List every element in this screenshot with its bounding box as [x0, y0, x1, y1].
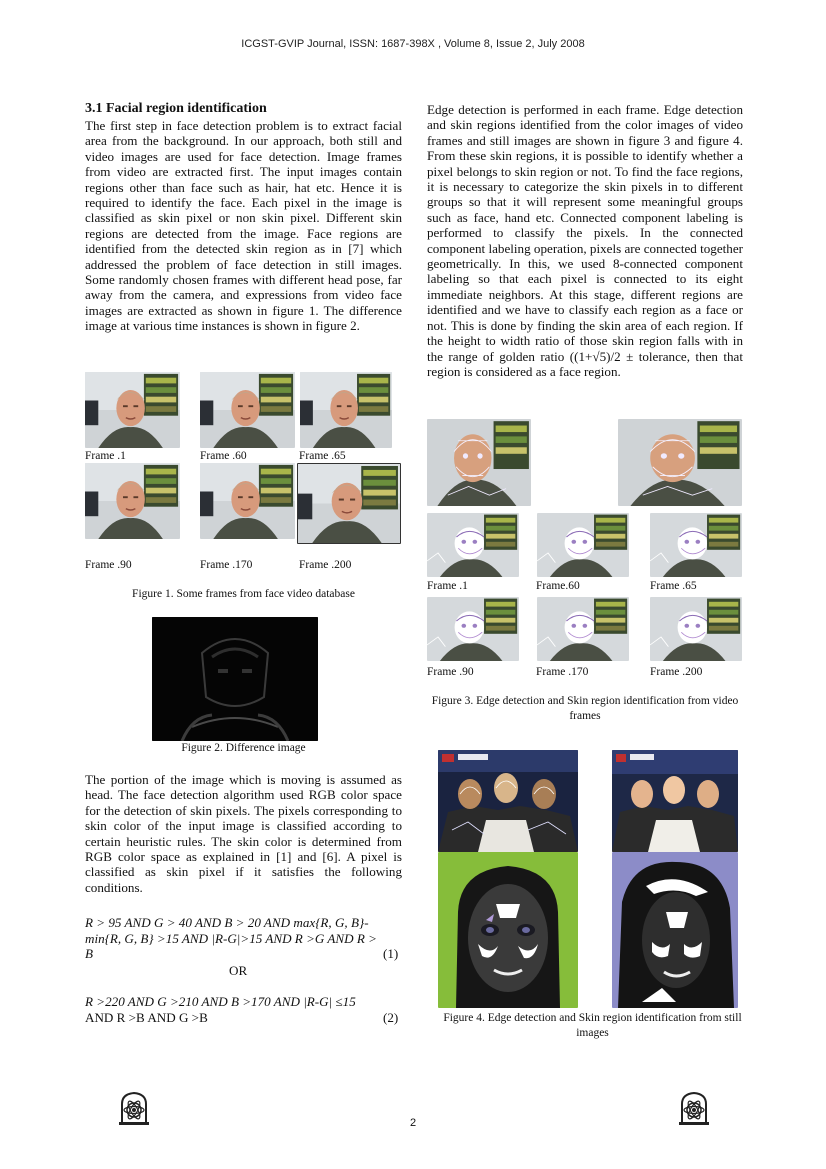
figure3-large-frame-1 — [427, 419, 531, 506]
or-separator: OR — [229, 963, 248, 978]
equation1-number: (1) — [383, 946, 399, 961]
figure1-frame-4 — [85, 463, 180, 539]
figure4-face2-skin — [612, 852, 738, 1008]
equation2-line1: R >220 AND G >210 AND B >170 AND |R-G| ≤15 — [85, 994, 356, 1009]
figure4-face1-skin — [438, 852, 578, 1008]
page-number: 2 — [409, 1117, 417, 1129]
figure3-frame-3 — [650, 513, 742, 577]
figure3-label-6: Frame .200 — [650, 666, 703, 678]
left-paragraph-1 — [85, 118, 402, 334]
left-paragraph-2 — [85, 772, 402, 895]
journal-logo-right-icon — [676, 1090, 712, 1126]
figure3-label-4: Frame .90 — [427, 666, 474, 678]
figure1-label-6: Frame .200 — [299, 559, 352, 571]
figure3-label-1: Frame .1 — [427, 580, 468, 592]
figure1-frame-6 — [297, 463, 401, 544]
figure3-large-frame-2 — [618, 419, 742, 506]
equation1-line1: R > 95 AND G > 40 AND B > 20 AND max{R, G, B}- — [85, 915, 369, 930]
figure1-frame-2 — [200, 372, 295, 448]
figure3-frame-1 — [427, 513, 519, 577]
figure1-frame-5 — [200, 463, 295, 539]
equation2-line2: AND R >B AND G >B — [85, 1009, 208, 1025]
left-paragraph-1-text: The first step in face detection problem is to extract facial area from the background. In our approach, both still and video images are used for face detection. Image frames from video are extracted first. The input images contain regions other than face such as hair, hat etc. Hence it is required to identify the face. Each pixel in the image is classified as skin pixel or non skin pixel. Different skin regions are detected from the image. Face regions are identified from the detected skin region as in [7] which addressed the problem of face detection in still images. Some randomly chosen frames with different head pose, far away from the camera, and expressions from video face images are extracted as shown in figure 1. The difference image at various time instances is shown in figure 2. — [85, 118, 402, 334]
figure1-caption: Figure 1. Some frames from face video database — [132, 588, 355, 600]
figure1-frame-3 — [300, 372, 392, 448]
equation1-line2: min{R, G, B} >15 AND |R-G|>15 AND R >G AND R > — [85, 930, 377, 946]
figure2-caption: Figure 2. Difference image — [181, 742, 306, 754]
figure2-difference-image — [152, 617, 318, 741]
figure3-frame-5 — [537, 597, 629, 661]
figure1-label-2: Frame .60 — [200, 450, 247, 462]
figure3-frame-4 — [427, 597, 519, 661]
left-paragraph-2-text: The portion of the image which is moving is assumed as head. The face detection algorithm used RGB color space for the detection of skin pixels. The pixels corresponding to skin color of the input image is classified according to certain heuristic rules. The skin color is determined from RGB color space as explained in [1] and [6]. A pixel is classified as skin pixel if it satisfies the following conditions. — [85, 772, 402, 895]
equation1-line3: B — [85, 946, 93, 961]
section-title: 3.1 Facial region identification — [85, 101, 267, 116]
figure1-label-5: Frame .170 — [200, 559, 253, 571]
figure1-label-4: Frame .90 — [85, 559, 132, 571]
figure1-frame-1 — [85, 372, 180, 448]
figure3-label-3: Frame .65 — [650, 580, 697, 592]
equation1 — [85, 915, 402, 962]
right-paragraph-1-text: Edge detection is performed in each frame. Edge detection and skin regions identified from the color images of video frames and still images are shown in figure 3 and figure 4. From these skin regions, it is possible to identify whether a pixel belongs to skin region or not. To find the face regions, it is necessary to categorize the skin pixels in to different groups so that it will represent some meaningful groups such as face, hand etc. Connected component labeling is performed to classify the pixels. In the connected component labeling operation, pixels are connected together geometrically. In this, we used 8-connected component labeling so that each pixel is connected to its eight immediate neighbors. At this stage, different regions are identified and we have to classify each region as a face or not. This is done by finding the skin area of each region. If the height to width ratio of those skin region falls with in the range of golden ratio ((1+√5)/2 ± tolerance, then that region is considered as a face region. — [427, 102, 743, 379]
right-paragraph-1 — [427, 102, 743, 379]
figure1-label-3: Frame .65 — [299, 450, 346, 462]
figure1-label-1: Frame .1 — [85, 450, 126, 462]
figure3-label-5: Frame .170 — [536, 666, 589, 678]
equation2-number: (2) — [383, 1010, 399, 1025]
figure4-group-photo — [612, 750, 738, 852]
figure3-frame-6 — [650, 597, 742, 661]
journal-header: ICGST-GVIP Journal, ISSN: 1687-398X , Volume 8, Issue 2, July 2008 — [241, 38, 585, 50]
figure3-label-2: Frame.60 — [536, 580, 580, 592]
figure3-caption: Figure 3. Edge detection and Skin region identification from video frames — [431, 695, 739, 722]
figure4-group-photo-edges — [438, 750, 578, 852]
equation2 — [85, 994, 402, 1025]
figure3-frame-2 — [537, 513, 629, 577]
figure4-caption: Figure 4. Edge detection and Skin region identification from still images — [443, 1012, 742, 1039]
